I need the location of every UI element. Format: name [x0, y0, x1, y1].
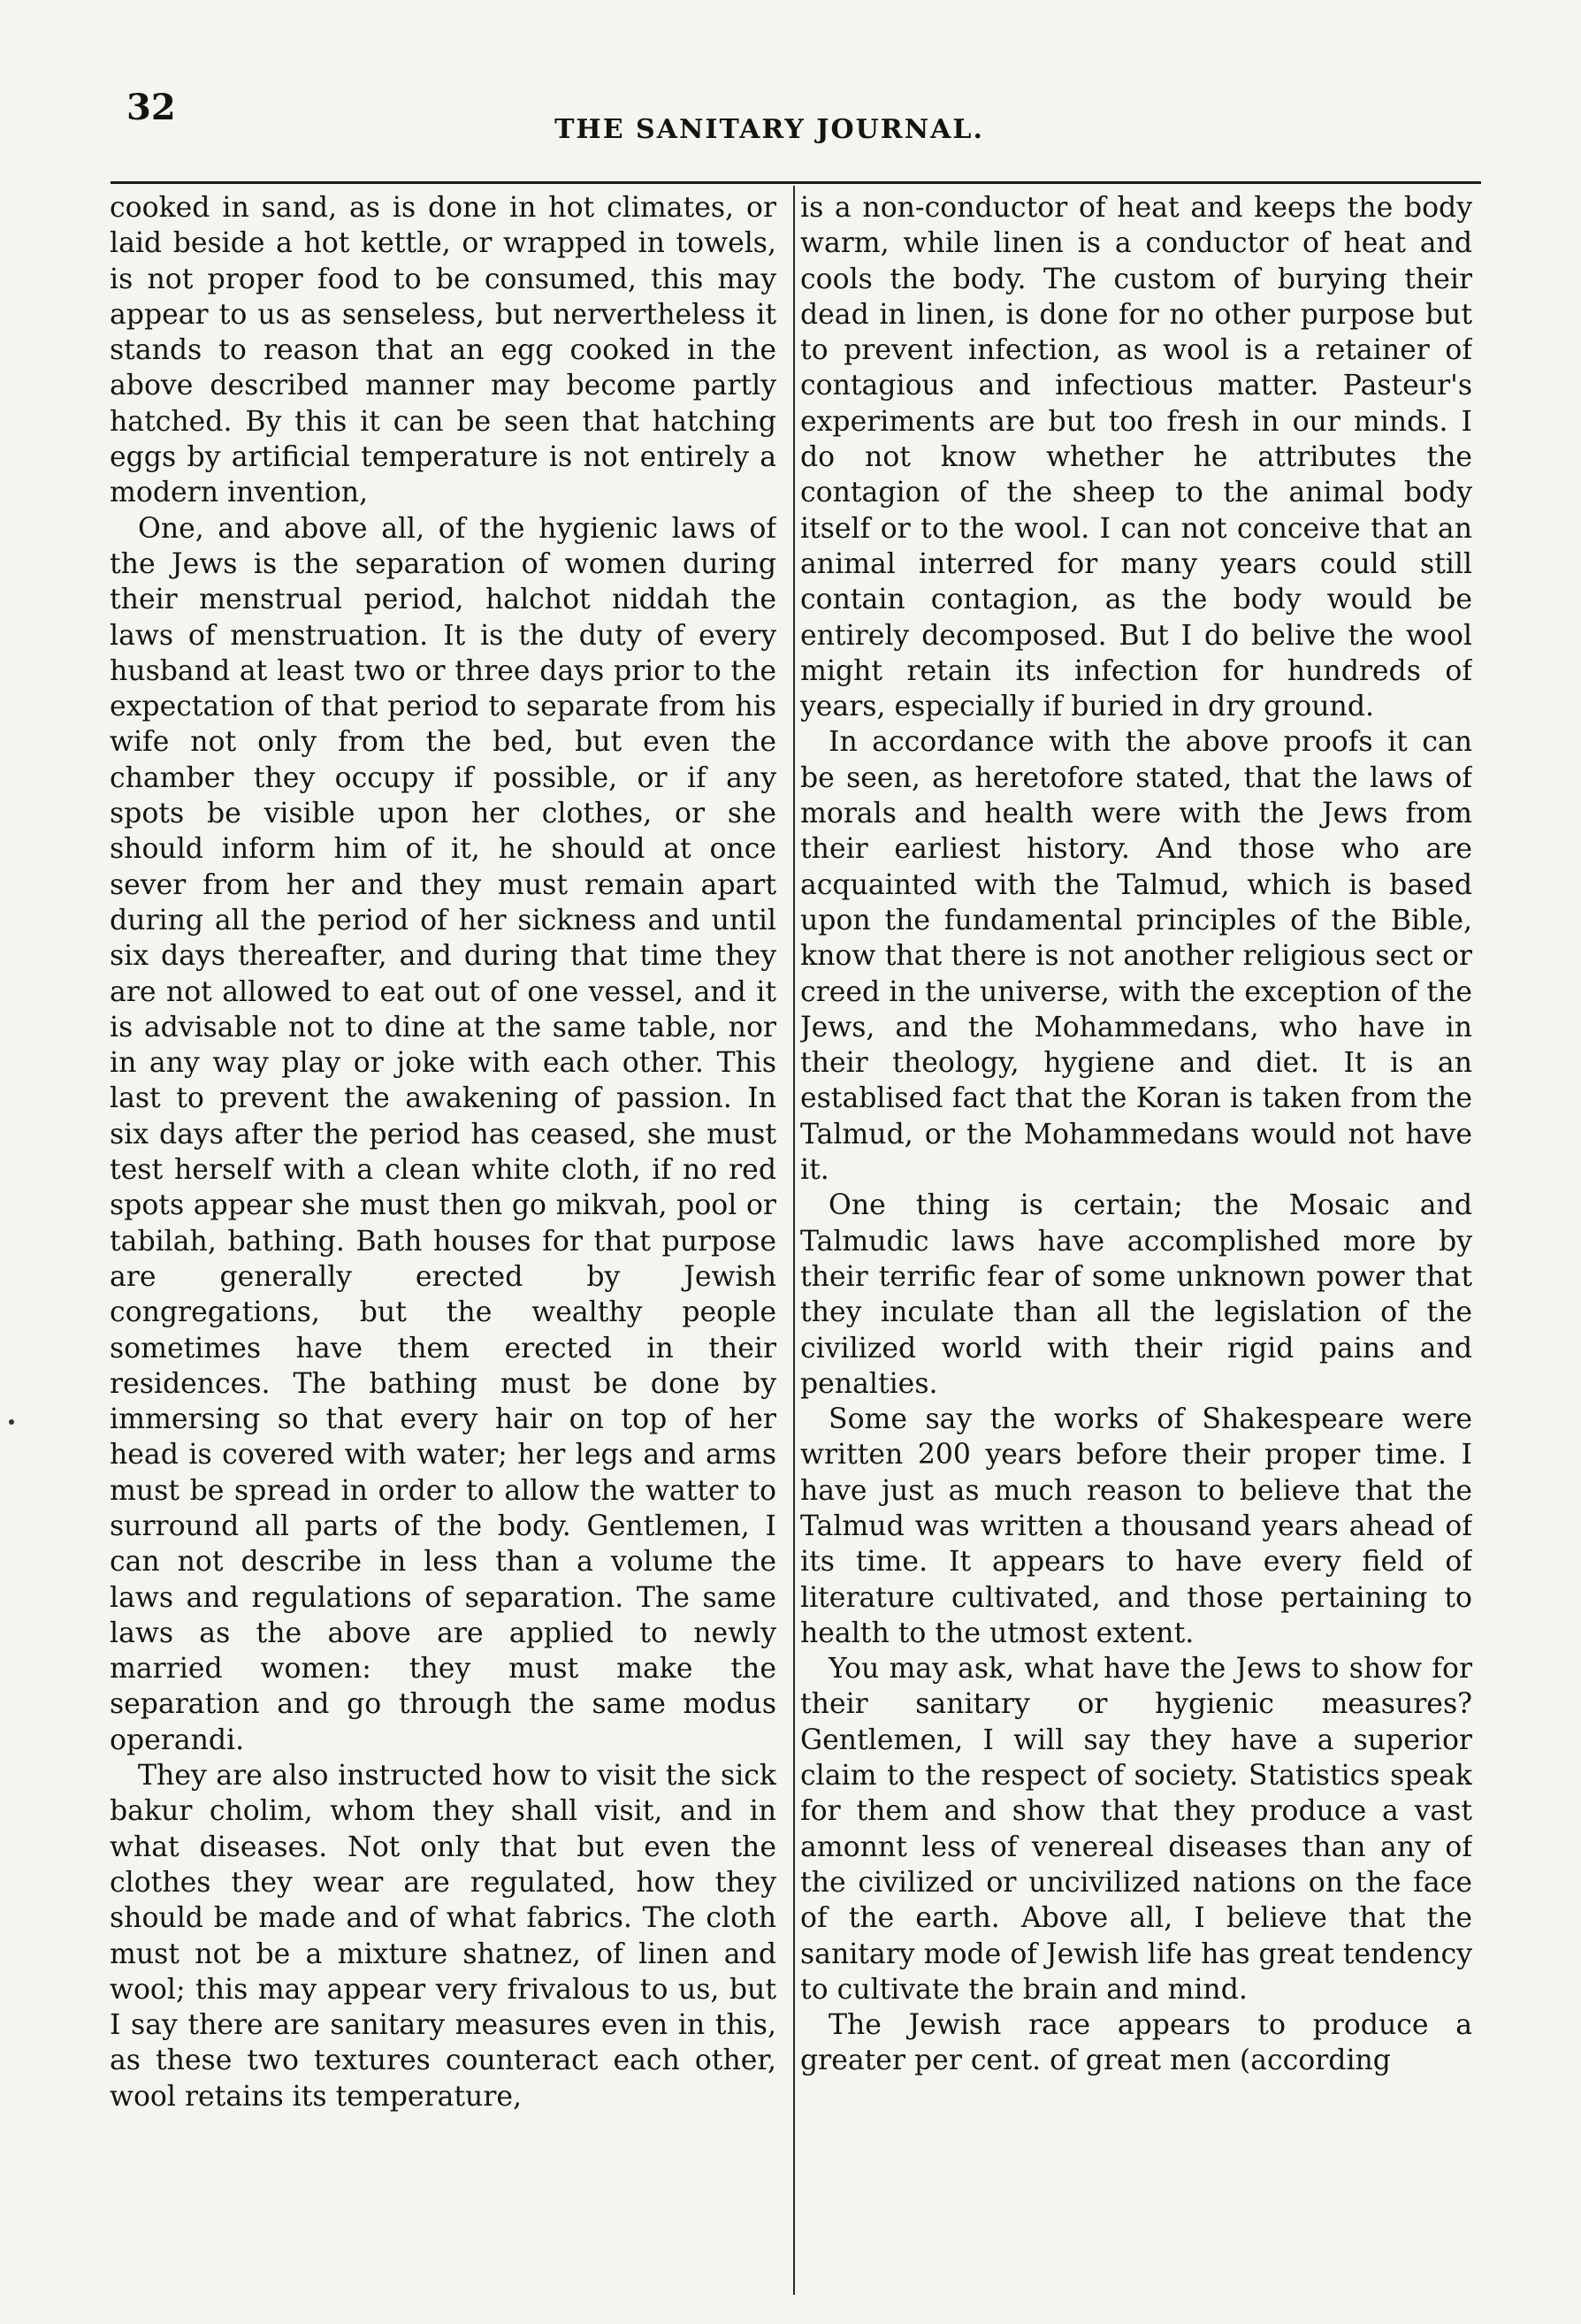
page-number: 32: [126, 87, 176, 128]
right-paragraph-5: You may ask, what have the Jews to show for their sanitary or hygienic measures? Gentlemen, I will say they have a superior claim to the respect of society. Statistics speak for them and show that they produce a vast amonnt less of venereal diseases than any of the civilized or uncivilized nations on the face of the earth. Above all, I believe that the sanitary mode of Jewish life has great tendency to cultivate the brain and mind.: [800, 1653, 1472, 2006]
right-column: [800, 190, 1472, 2308]
header-rule: [111, 181, 1481, 184]
right-paragraph-1: is a non-conductor of heat and keeps the body warm, while linen is a conductor of heat and cools the body. The custom of burying their dead in linen, is done for no other purpose but to prevent infection, as wool is a retainer of contagious and infectious matter. Pasteur's experiments are but too fresh in our minds. I do not know whether he attributes the contagion of the sheep to the animal body itself or to the wool. I can not conceive that an animal interred for many years could still contain contagion, as the body would be entirely decomposed. But I do belive the wool might retain its infection for hundreds of years, especially if buried in dry ground.: [800, 192, 1472, 723]
margin-speck: [9, 1419, 14, 1425]
right-paragraph-6: The Jewish race appears to produce a greater per cent. of great men (according: [800, 2009, 1472, 2077]
journal-title: THE SANITARY JOURNAL.: [554, 114, 984, 145]
column-divider: [793, 186, 795, 2295]
right-paragraph-2: In accordance with the above proofs it can be seen, as heretofore stated, that the laws of morals and health were with the Jews from their earliest history. And those who are acquainted with the Talmud, which is based upon the fundamental principles of the Bible, know that there is not another religious sect or creed in the universe, with the exception of the Jews, and the Mohammedans, who have in their theology, hygiene and diet. It is an establised fact that the Koran is taken from the Talmud, or the Mohammedans would not have it.: [800, 726, 1472, 1187]
right-paragraph-4: Some say the works of Shakespeare were written 200 years before their proper time. I have just as much reason to believe that the Talmud was written a thousand years ahead of its time. It appears to have every field of literature cultivated, and those pertaining to health to the utmost extent.: [800, 1403, 1472, 1649]
left-paragraph-3: They are also instructed how to visit the sick bakur cholim, whom they shall visit, and in what diseases. Not only that but even the clothes they wear are regulated, how they should be made and of what fabrics. The cloth must not be a mixture shatnez, of linen and wool; this may appear very frivalous to us, but I say there are sanitary measures even in this, as these two textures counteract each other, wool retains its temperature,: [110, 1760, 776, 2113]
left-paragraph-1: cooked in sand, as is done in hot climates, or laid beside a hot kettle, or wrapped in towels, is not proper food to be consumed, this may appear to us as senseless, but nervertheless it stands to reason that an egg cooked in the above described manner may become partly hatched. By this it can be seen that hatching eggs by artificial temperature is not entirely a modern invention,: [110, 192, 776, 509]
left-column: [110, 190, 776, 2308]
left-paragraph-2: One, and above all, of the hygienic laws of the Jews is the separation of women during their menstrual period, halchot niddah the laws of menstruation. It is the duty of every husband at least two or three days prior to the expectation of that period to separate from his wife not only from the bed, but even the chamber they occupy if possible, or if any spots be visible upon her clothes, or she should inform him of it, he should at once sever from her and they must remain apart during all the period of her sickness and until six days thereafter, and during that time they are not allowed to eat out of one vessel, and it is advisable not to dine at the same table, nor in any way play or joke with each other. This last to prevent the awakening of passion. In six days after the period has ceased, she must test herself with a clean white cloth, if no red spots appear she must then go mikvah, pool or tabilah, bathing. Bath houses for that purpose are generally erected by Jewish congregations, but the wealthy people sometimes have them erected in their residences. The bathing must be done by immersing so that every hair on top of her head is covered with water; her legs and arms must be spread in order to allow the watter to surround all parts of the body. Gentlemen, I can not describe in less than a volume the laws and regulations of separation. The same laws as the above are applied to newly married women: they must make the separation and go through the same modus operandi.: [110, 512, 776, 1756]
right-paragraph-3: One thing is certain; the Mosaic and Talmudic laws have accomplished more by their terrific fear of some unknown power that they inculate than all the legislation of the civilized world with their rigid pains and penalties.: [800, 1189, 1472, 1400]
